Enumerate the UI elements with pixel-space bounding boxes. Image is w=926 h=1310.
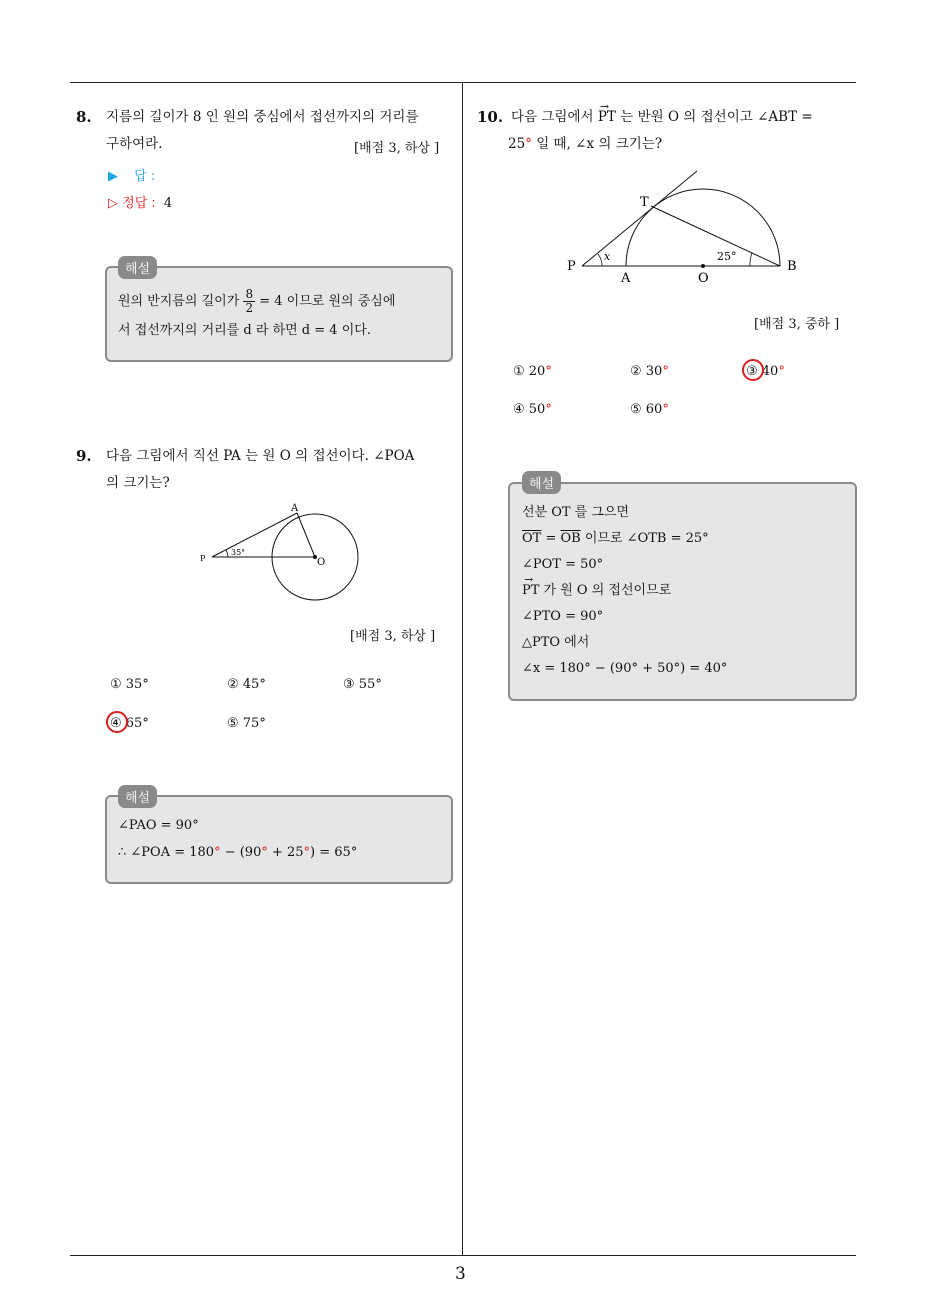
- question-9-line1: 다음 그림에서 직선 PA 는 원 O 의 접선이다. ∠POA: [106, 448, 415, 464]
- figure-10: [560, 165, 810, 290]
- label-p: P: [200, 554, 206, 563]
- correct-answer-row: [108, 192, 172, 211]
- choice-9-4[interactable]: ④ 65°: [110, 716, 149, 731]
- figure-9: [190, 498, 370, 608]
- choice-10-5[interactable]: ⑤ 60°: [630, 402, 669, 417]
- solution-9-line2: ∴ ∠POA = 180° − (90° + 25°) = 65°: [118, 845, 358, 860]
- correct-arrow-icon: ▷: [108, 196, 118, 211]
- question-10-number: 10.: [477, 108, 504, 126]
- choice-10-1[interactable]: ① 20°: [513, 364, 552, 379]
- correct-label: 정답 :: [122, 196, 156, 211]
- question-8-line2: 구하여라.: [106, 136, 163, 152]
- choice-9-5[interactable]: ⑤ 75°: [227, 716, 266, 731]
- answer-arrow-icon: ▶: [108, 169, 118, 184]
- label-o: O: [698, 271, 709, 286]
- label-b: B: [787, 259, 797, 274]
- answer-label: 답 :: [134, 169, 156, 184]
- choice-10-4[interactable]: ④ 50°: [513, 402, 552, 417]
- vector-pt: → PT: [598, 104, 616, 131]
- label-a: A: [291, 503, 299, 514]
- question-9-number: 9.: [76, 447, 92, 465]
- choice-9-1[interactable]: ① 35°: [110, 677, 149, 692]
- question-8-number: 8.: [76, 108, 92, 126]
- label-angle: 35°: [231, 548, 246, 557]
- question-9-line2: 의 크기는?: [106, 475, 170, 491]
- solution-10-line7: ∠x = 180° − (90° + 50°) = 40°: [522, 661, 728, 676]
- angle-arc: [226, 550, 228, 557]
- label-x: x: [604, 250, 611, 263]
- solution-10-line2: $\overline{OT} = \overline{OB}$ 이므로 ∠OTB = 25°: [522, 531, 709, 546]
- column-divider: [462, 82, 463, 1256]
- vector-pt-solution: → PT: [522, 578, 539, 604]
- solution-10-line3: ∠POT = 50°: [522, 557, 604, 572]
- angle-x-arc: [598, 254, 602, 266]
- choice-9-2[interactable]: ② 45°: [227, 677, 266, 692]
- marked-answer-circle-10: [742, 359, 764, 381]
- question-8-line1: 지름의 길이가 8 인 원의 중심에서 접선까지의 거리를: [106, 109, 419, 125]
- correct-value: 4: [163, 196, 173, 211]
- answer-row: [108, 165, 155, 184]
- fraction: $\frac{8}{2}$: [245, 287, 254, 315]
- solution-8-line2: 서 접선까지의 거리를 d 라 하면 d = 4 이다.: [118, 323, 371, 338]
- label-t: T: [640, 195, 649, 210]
- question-10-line1: 다음 그림에서 → PT 는 반원 O 의 접선이고 ∠ABT =: [511, 104, 813, 131]
- choice-10-3[interactable]: ③ 40°: [746, 364, 785, 379]
- choice-9-3[interactable]: ③ 55°: [343, 677, 382, 692]
- label-o: O: [317, 557, 326, 568]
- solution-9-line1: ∠PAO = 90°: [118, 818, 199, 833]
- label-angle: 25°: [717, 250, 737, 263]
- solution-tab-9: 해설: [118, 785, 157, 808]
- tangent-pt: [582, 171, 697, 266]
- solution-10-line6: △PTO 에서: [522, 635, 590, 650]
- label-a: A: [621, 271, 631, 286]
- line-ao: [297, 513, 315, 557]
- question-8-score: [배점 3, 하상 ]: [354, 141, 440, 156]
- solution-10-line1: 선분 OT 를 그으면: [522, 505, 630, 520]
- solution-8-line1: 원의 반지름의 길이가 $\frac{8}{2}$ = 4 이므로 원의 중심에: [118, 287, 396, 315]
- solution-tab-8: 해설: [118, 256, 157, 279]
- angle-25-arc: [750, 253, 752, 266]
- line-pa: [212, 513, 297, 557]
- marked-answer-circle-9: [106, 711, 128, 733]
- question-10-score: [배점 3, 중하 ]: [754, 317, 840, 332]
- question-10-line2: 25° 일 때, ∠x 의 크기는?: [508, 136, 663, 152]
- semicircle-o: [626, 189, 780, 266]
- page-number: 3: [455, 1264, 466, 1284]
- top-rule: [70, 82, 856, 83]
- question-9-score: [배점 3, 하상 ]: [350, 629, 436, 644]
- solution-10-line5: ∠PTO = 90°: [522, 609, 604, 624]
- choice-10-2[interactable]: ② 30°: [630, 364, 669, 379]
- center-dot-o: [701, 264, 705, 268]
- bottom-rule: [70, 1255, 856, 1256]
- solution-10-line4: → PT 가 원 O 의 접선이므로: [522, 578, 671, 604]
- solution-tab-10: 해설: [522, 471, 561, 494]
- label-p: P: [567, 259, 576, 274]
